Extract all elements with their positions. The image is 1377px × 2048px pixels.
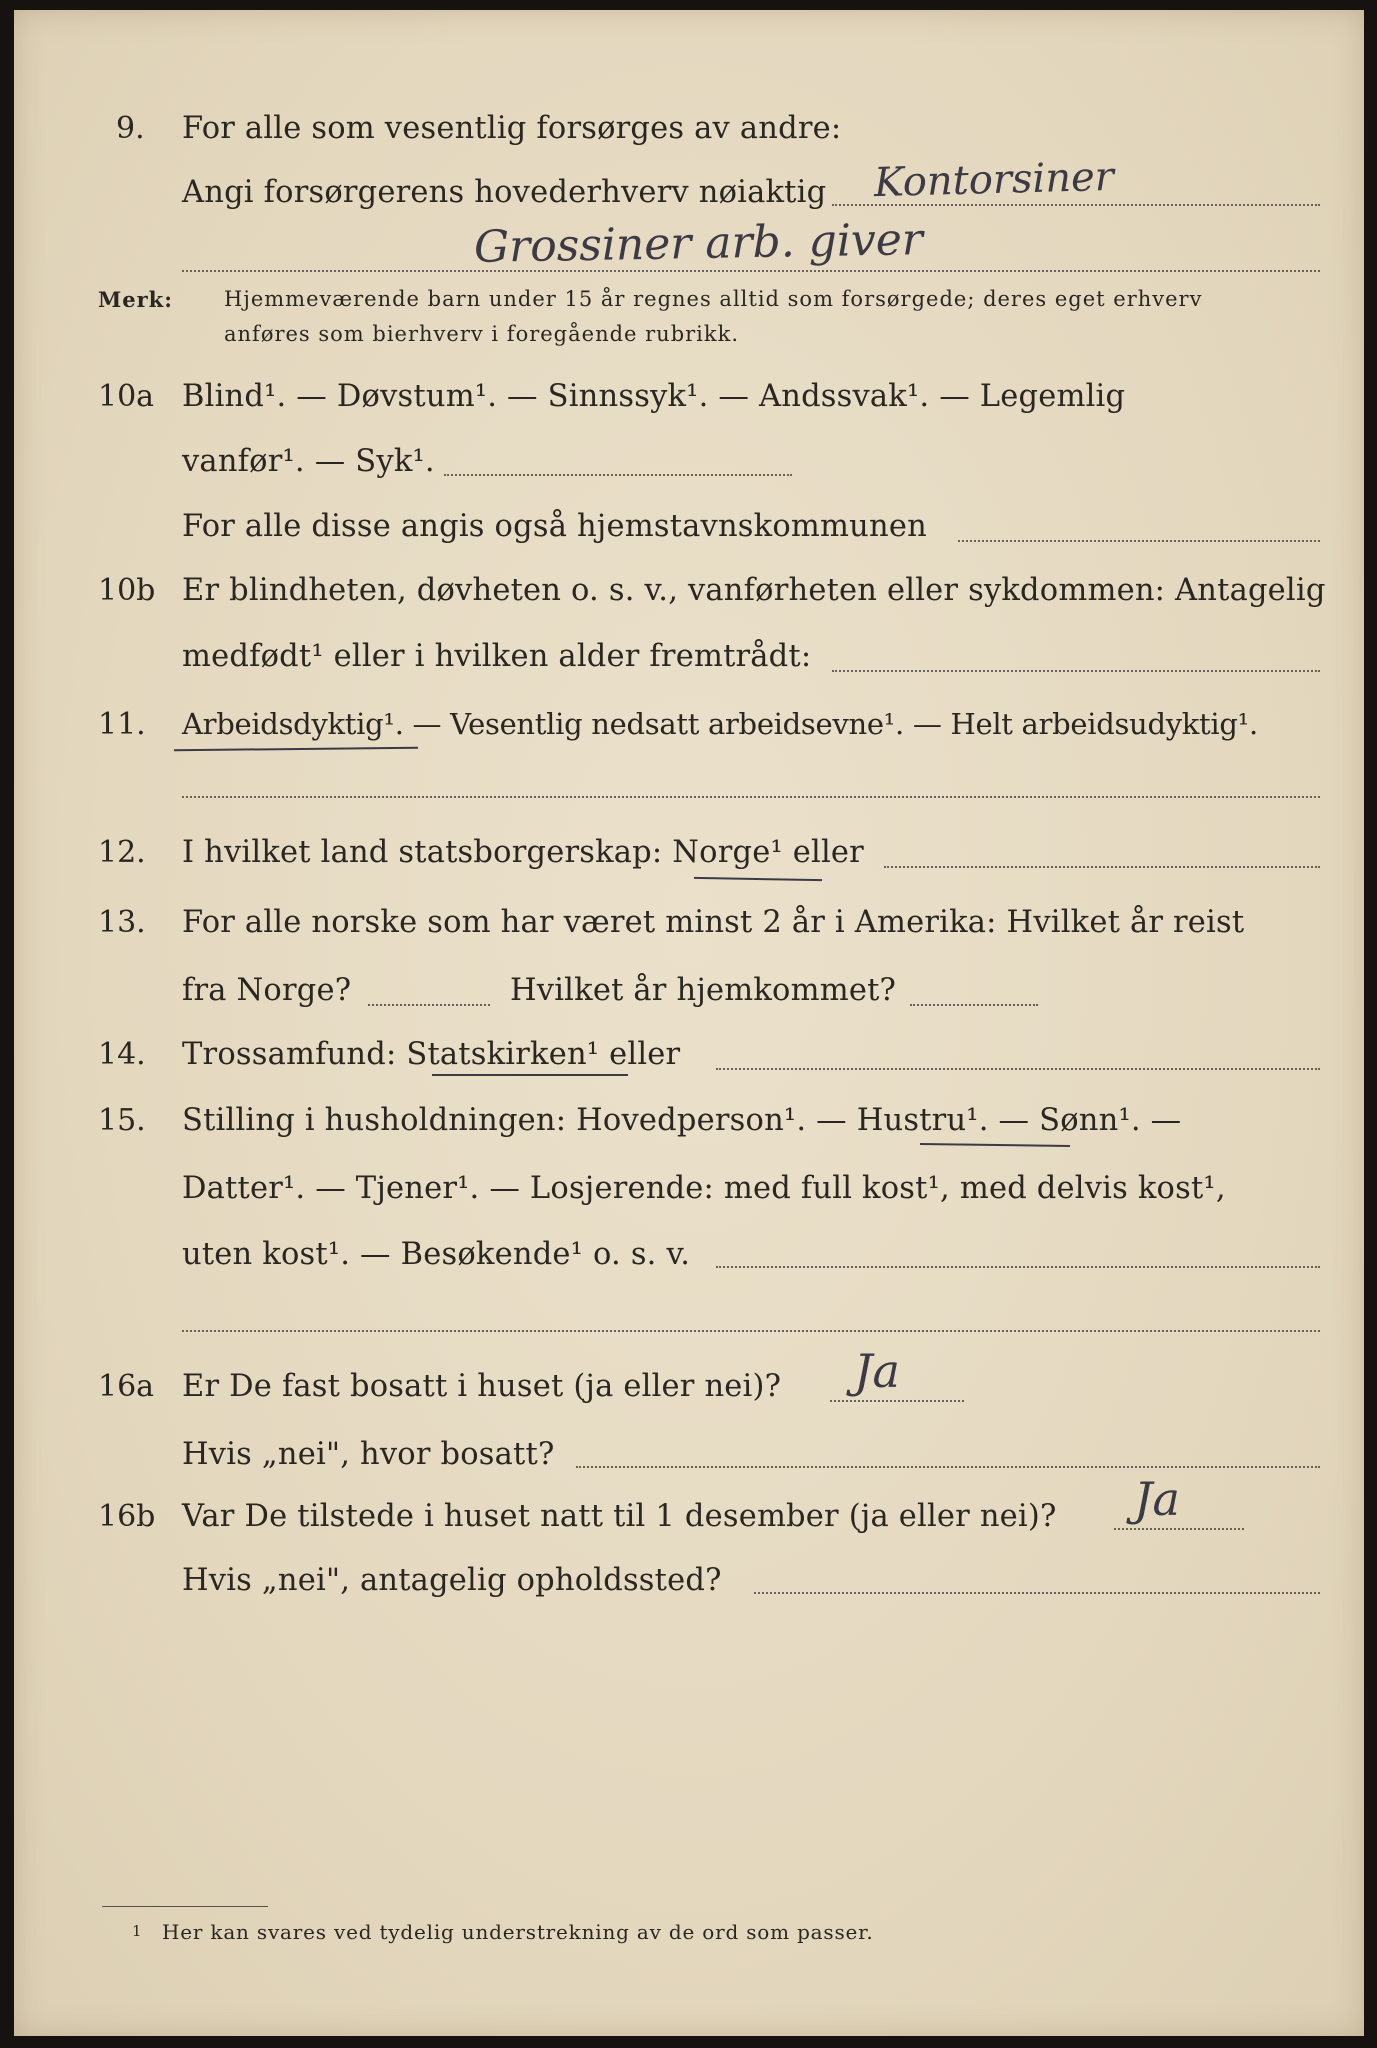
- q16b-opholdssted-line: [754, 1592, 1320, 1594]
- q9-handwritten-answer2: Grossiner arb. giver: [473, 214, 924, 273]
- q16a-number: 16a: [98, 1369, 155, 1404]
- q14-handwritten-underline: [432, 1074, 628, 1076]
- q14-text: Trossamfund: Statskirken¹ eller: [182, 1037, 681, 1072]
- q16a-text-line2: Hvis „nei", hvor bosatt?: [182, 1437, 555, 1472]
- q13-reist-line: [368, 1004, 490, 1006]
- q16b-handwritten-answer: Ja: [1134, 1472, 1180, 1526]
- q9-text-line1: For alle som vesentlig forsørges av andre:: [182, 111, 842, 146]
- q15-number: 15.: [98, 1103, 146, 1138]
- q11-number: 11.: [98, 707, 146, 742]
- q10a-text-line1: Blind¹. — Døvstum¹. — Sinnssyk¹. — Andssvak¹. — Legemlig: [182, 379, 1126, 414]
- q15-text-line2: Datter¹. — Tjener¹. — Losjerende: med full kost¹, med delvis kost¹,: [182, 1171, 1226, 1206]
- q9-text-line2: Angi forsørgerens hovederhverv nøiaktig: [182, 175, 827, 210]
- census-form-page: [14, 10, 1364, 2036]
- q10a-syk-line: [444, 474, 792, 476]
- q10b-number: 10b: [98, 573, 156, 608]
- q13-hjemkommet-line: [910, 1004, 1038, 1006]
- q9-number: 9.: [116, 111, 145, 146]
- q11-answer-line: [182, 796, 1320, 798]
- q10b-text-line1: Er blindheten, døvheten o. s. v., vanførheten eller sykdommen: Antagelig: [182, 573, 1326, 608]
- q12-answer-line: [884, 866, 1320, 868]
- q13-text-line2b: Hvilket år hjemkommet?: [510, 973, 897, 1008]
- q15-text-line3: uten kost¹. — Besøkende¹ o. s. v.: [182, 1237, 691, 1272]
- q10b-text-line2: medfødt¹ eller i hvilken alder fremtrådt:: [182, 639, 812, 674]
- q11-handwritten-underline: [174, 747, 418, 752]
- q12-number: 12.: [98, 835, 146, 870]
- q14-number: 14.: [98, 1037, 146, 1072]
- q16a-answer-line: [830, 1400, 964, 1402]
- q10a-kommune-line: [958, 540, 1320, 542]
- q16a-text-line1: Er De fast bosatt i huset (ja eller nei)?: [182, 1369, 782, 1404]
- q16b-number: 16b: [98, 1499, 156, 1534]
- q10a-text-line2: vanfør¹. — Syk¹.: [182, 444, 435, 479]
- q13-number: 13.: [98, 905, 146, 940]
- q16b-text-line1: Var De tilstede i huset natt til 1 desember (ja eller nei)?: [182, 1499, 1057, 1534]
- q10a-number: 10a: [98, 379, 155, 414]
- q12-text: I hvilket land statsborgerskap: Norge¹ eller: [182, 835, 864, 870]
- q15-text-line1: Stilling i husholdningen: Hovedperson¹. — Hustru¹. — Sønn¹. —: [182, 1103, 1182, 1138]
- q13-text-line2a: fra Norge?: [182, 973, 352, 1008]
- q16a-handwritten-answer: Ja: [854, 1344, 900, 1398]
- q13-text-line1: For alle norske som har været minst 2 år i Amerika: Hvilket år reist: [182, 905, 1245, 940]
- q16b-answer-line: [1114, 1528, 1244, 1530]
- q14-answer-line: [716, 1068, 1320, 1070]
- q16b-text-line2: Hvis „nei", antagelig opholdssted?: [182, 1563, 722, 1598]
- footnote-text: Her kan svares ved tydelig understrekning av de ord som passer.: [162, 1920, 874, 1944]
- q16a-bosatt-line: [576, 1466, 1320, 1468]
- merk-text-line1: Hjemmeværende barn under 15 år regnes alltid som forsørgede; deres eget erhverv: [224, 287, 1203, 311]
- q12-handwritten-underline: [694, 877, 822, 881]
- merk-text-line2: anføres som bierhverv i foregående rubrikk.: [224, 322, 740, 346]
- q15-answer-line2: [182, 1330, 1320, 1332]
- q9-answer-line2: [182, 270, 1320, 272]
- footnote-rule: [102, 1906, 268, 1907]
- q15-answer-line1: [716, 1266, 1320, 1268]
- merk-label: Merk:: [98, 287, 173, 312]
- q10a-text-line3: For alle disse angis også hjemstavnskommunen: [182, 509, 927, 544]
- q11-text: Arbeidsdyktig¹. — Vesentlig nedsatt arbeidsevne¹. — Helt arbeidsudyktig¹.: [182, 707, 1258, 741]
- footnote-mark: 1: [132, 1922, 142, 1940]
- q9-handwritten-answer1: Kontorsiner: [873, 153, 1115, 207]
- q10b-answer-line: [832, 670, 1320, 672]
- q15-handwritten-underline: [920, 1143, 1070, 1147]
